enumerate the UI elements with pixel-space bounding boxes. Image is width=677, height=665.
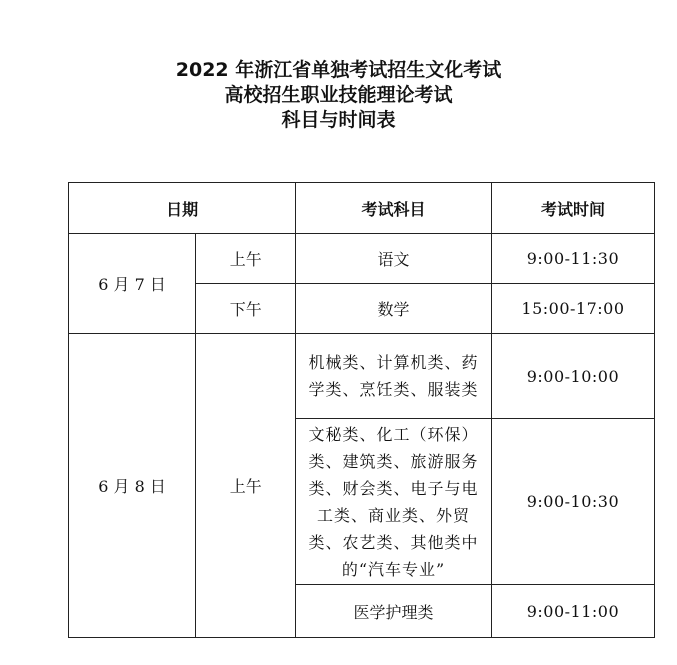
time-cell: 9:00-11:30 bbox=[491, 234, 654, 284]
period-cell: 下午 bbox=[196, 284, 296, 334]
date-cell: 6 月 7 日 bbox=[69, 234, 196, 334]
subject-cell: 文秘类、化工（环保）类、建筑类、旅游服务类、财会类、电子与电工类、商业类、外贸类、农艺类、其他类中的“汽车专业” bbox=[296, 419, 492, 585]
time-cell: 15:00-17:00 bbox=[491, 284, 654, 334]
header-time: 考试时间 bbox=[491, 183, 654, 234]
subject-cell: 医学护理类 bbox=[296, 585, 492, 638]
title-line-1: 2022 年浙江省单独考试招生文化考试 bbox=[175, 59, 502, 81]
table-header-row bbox=[69, 183, 655, 234]
title-line-2: 高校招生职业技能理论考试 bbox=[224, 84, 453, 106]
document-title bbox=[0, 58, 677, 133]
time-cell: 9:00-10:00 bbox=[491, 334, 654, 419]
header-subject: 考试科目 bbox=[296, 183, 492, 234]
subject-cell: 数学 bbox=[296, 284, 492, 334]
exam-schedule-table bbox=[68, 182, 655, 638]
title-line-3: 科目与时间表 bbox=[281, 109, 396, 131]
table-row bbox=[69, 334, 655, 419]
table-row bbox=[69, 234, 655, 284]
time-cell: 9:00-10:30 bbox=[491, 419, 654, 585]
period-cell: 上午 bbox=[196, 234, 296, 284]
period-cell: 上午 bbox=[196, 334, 296, 638]
date-cell: 6 月 8 日 bbox=[69, 334, 196, 638]
subject-cell: 语文 bbox=[296, 234, 492, 284]
time-cell: 9:00-11:00 bbox=[491, 585, 654, 638]
subject-cell: 机械类、计算机类、药学类、烹饪类、服装类 bbox=[296, 334, 492, 419]
header-date: 日期 bbox=[69, 183, 296, 234]
